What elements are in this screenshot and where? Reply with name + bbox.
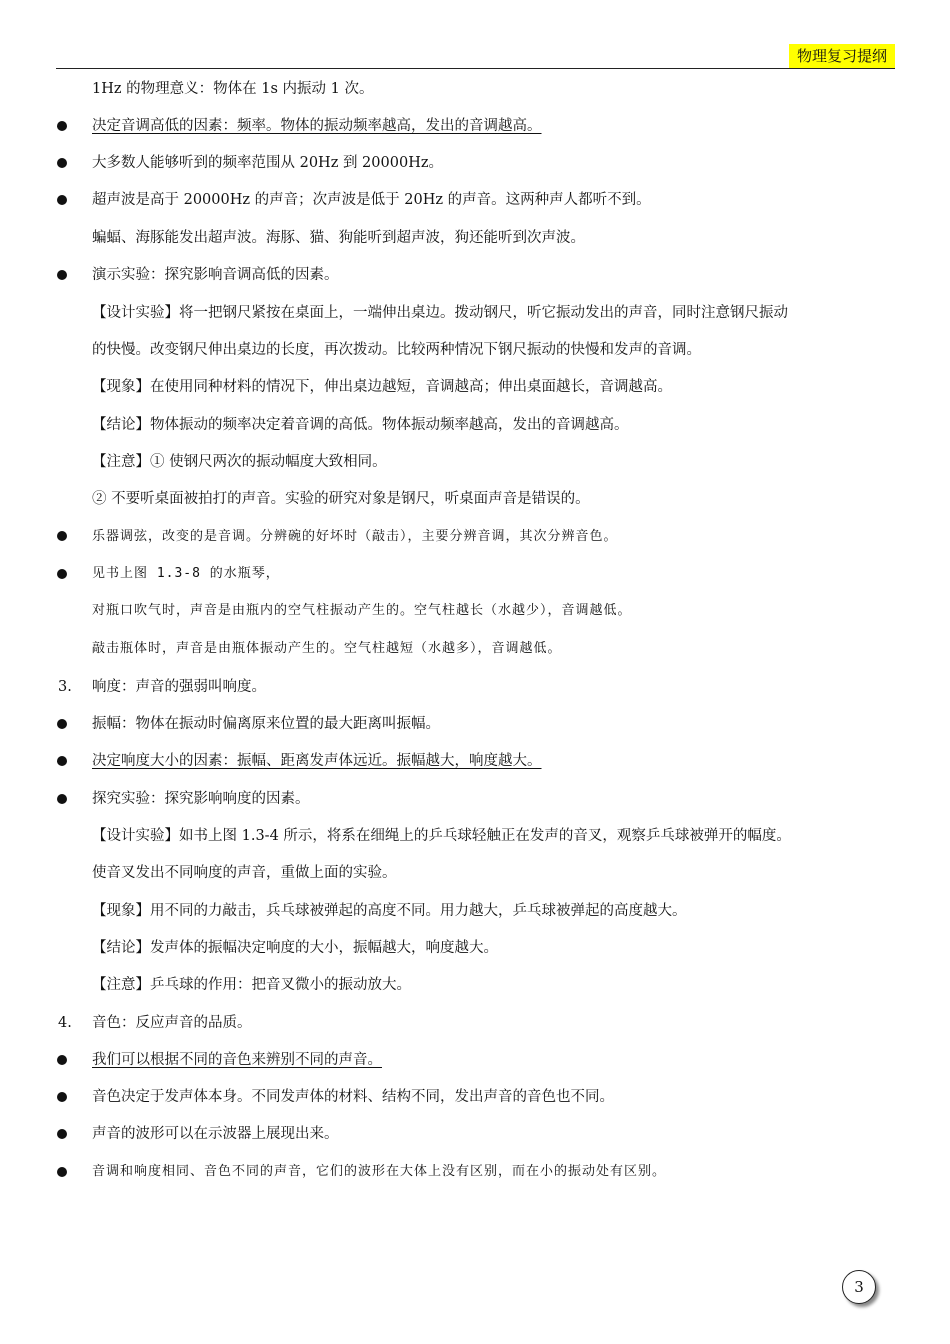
section-number: 4. xyxy=(58,1015,72,1031)
text-line: 的快慢。改变钢尺伸出桌边的长度，再次拨动。比较两种情况下钢尺振动的快慢和发声的音调。 xyxy=(92,342,701,358)
bullet-icon xyxy=(57,158,67,168)
bullet-icon xyxy=(57,719,67,729)
header-rule xyxy=(56,68,895,69)
text-line: 敲击瓶体时，声音是由瓶体振动产生的。空气柱越短（水越多），音调越低。 xyxy=(92,641,562,656)
header-tag: 物理复习提纲 xyxy=(789,44,895,68)
text-line: 【注意】① 使钢尺两次的振动幅度大致相同。 xyxy=(92,454,387,470)
text-line: 超声波是高于 20000Hz 的声音；次声波是低于 20Hz 的声音。这两种声人都听不到。 xyxy=(92,192,651,208)
text-line: 蝙蝠、海豚能发出超声波。海豚、猫、狗能听到超声波，狗还能听到次声波。 xyxy=(92,230,585,246)
section-number: 3. xyxy=(58,679,72,695)
text-line: 【结论】物体振动的频率决定着音调的高低。物体振动频率越高，发出的音调越高。 xyxy=(92,417,629,433)
text-line: 响度：声音的强弱叫响度。 xyxy=(92,679,266,695)
text-line: 音色：反应声音的品质。 xyxy=(92,1015,252,1031)
text-line: 1Hz 的物理意义：物体在 1s 内振动 1 次。 xyxy=(92,81,374,97)
bullet-icon xyxy=(57,270,67,280)
text-line: 【现象】用不同的力敲击，兵乓球被弹起的高度不同。用力越大，乒乓球被弹起的高度越大。 xyxy=(92,903,687,919)
bullet-icon xyxy=(57,569,67,579)
text-line: ② 不要听桌面被拍打的声音。实验的研究对象是钢尺，听桌面声音是错误的。 xyxy=(92,491,590,507)
bullet-icon xyxy=(57,794,67,804)
text-line: 探究实验：探究影响响度的因素。 xyxy=(92,791,310,807)
text-line: 【注意】乒乓球的作用：把音叉微小的振动放大。 xyxy=(92,977,411,993)
bullet-icon xyxy=(57,121,67,131)
bullet-icon xyxy=(57,756,67,766)
text-line: 对瓶口吹气时，声音是由瓶内的空气柱振动产生的。空气柱越长（水越少），音调越低。 xyxy=(92,603,632,618)
bullet-icon xyxy=(57,531,67,541)
text-line: 见书上图 1.3-8 的水瓶琴， xyxy=(92,566,280,581)
text-line: 我们可以根据不同的音色来辨别不同的声音。 xyxy=(92,1052,382,1068)
page-number: 3 xyxy=(842,1270,876,1304)
text-line: 音色决定于发声体本身。不同发声体的材料、结构不同，发出声音的音色也不同。 xyxy=(92,1089,614,1105)
text-line: 音调和响度相同、音色不同的声音，它们的波形在大体上没有区别，而在小的振动处有区别。 xyxy=(92,1164,667,1179)
text-line: 决定音调高低的因素：频率。物体的振动频率越高，发出的音调越高。 xyxy=(92,118,542,134)
text-line: 【结论】发声体的振幅决定响度的大小，振幅越大，响度越大。 xyxy=(92,940,498,956)
bullet-icon xyxy=(57,1092,67,1102)
bullet-icon xyxy=(57,1129,67,1139)
bullet-icon xyxy=(57,1055,67,1065)
text-line: 使音叉发出不同响度的声音，重做上面的实验。 xyxy=(92,865,397,881)
text-line: 声音的波形可以在示波器上展现出来。 xyxy=(92,1126,339,1142)
text-line: 决定响度大小的因素：振幅、距离发声体远近。振幅越大，响度越大。 xyxy=(92,753,542,769)
text-line: 振幅：物体在振动时偏离原来位置的最大距离叫振幅。 xyxy=(92,716,440,732)
text-line: 【设计实验】将一把钢尺紧按在桌面上，一端伸出桌边。拨动钢尺，听它振动发出的声音，同时注意钢尺振动 xyxy=(92,305,788,321)
bullet-icon xyxy=(57,195,67,205)
text-line: 【现象】在使用同种材料的情况下，伸出桌边越短，音调越高；伸出桌面越长，音调越高。 xyxy=(92,379,672,395)
text-line: 【设计实验】如书上图 1.3-4 所示，将系在细绳上的乒乓球轻触正在发声的音叉，观察乒乓球被弹开的幅度。 xyxy=(92,828,791,844)
text-line: 乐器调弦，改变的是音调。分辨碗的好坏时（敲击），主要分辨音调，其次分辨音色。 xyxy=(92,529,618,544)
bullet-icon xyxy=(57,1167,67,1177)
text-line: 演示实验：探究影响音调高低的因素。 xyxy=(92,267,339,283)
text-line: 大多数人能够听到的频率范围从 20Hz 到 20000Hz。 xyxy=(92,155,443,171)
